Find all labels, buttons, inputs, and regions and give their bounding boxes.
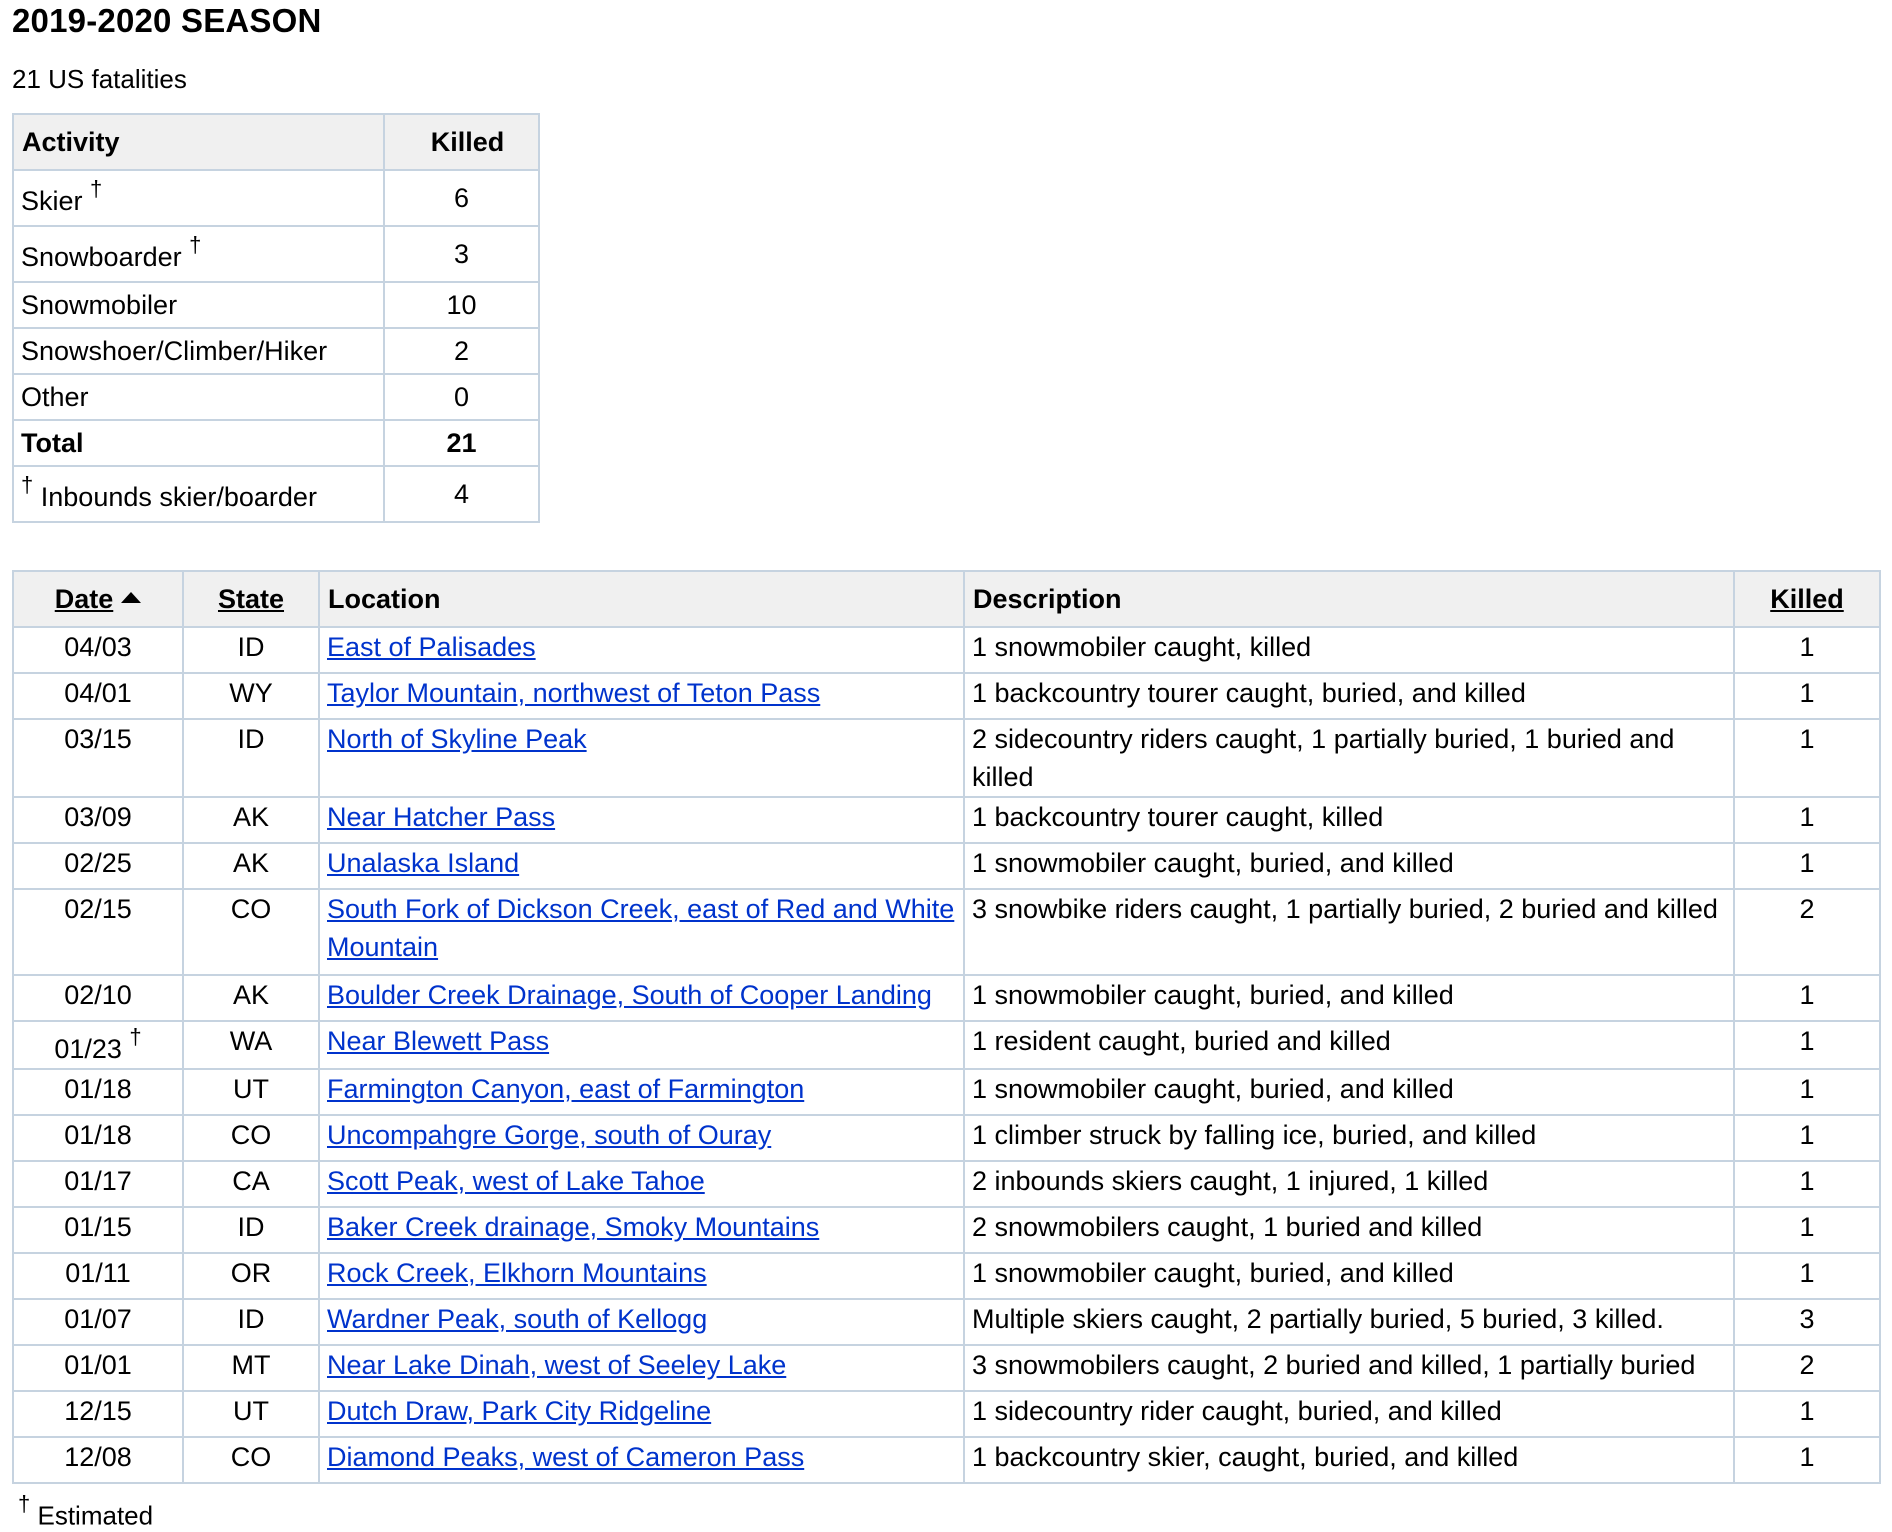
date-cell <box>13 1115 183 1161</box>
description-cell: 2 snowmobilers caught, 1 buried and killed <box>964 1207 1734 1253</box>
incident-row <box>13 975 1880 1021</box>
state-cell: WA <box>183 1021 319 1069</box>
location-link[interactable]: Baker Creek drainage, Smoky Mountains <box>327 1212 820 1242</box>
dagger-mark: † <box>129 1024 142 1049</box>
footnote-text: Estimated <box>37 1500 154 1531</box>
incident-row <box>13 627 1880 673</box>
summary-row <box>13 226 539 282</box>
description-cell: 3 snowbike riders caught, 1 partially buried, 2 buried and killed <box>964 889 1734 975</box>
killed-cell: 2 <box>384 328 539 374</box>
summary-header-row <box>13 114 539 170</box>
incident-row <box>13 1391 1880 1437</box>
date-header-label[interactable]: Date <box>54 583 114 614</box>
description-cell: 1 snowmobiler caught, buried, and killed <box>964 843 1734 889</box>
location-cell <box>319 1161 964 1207</box>
incident-row <box>13 1161 1880 1207</box>
date-value: 01/01 <box>64 1350 132 1380</box>
date-value: 12/08 <box>64 1442 132 1472</box>
date-column-header[interactable] <box>13 571 183 627</box>
date-value: 01/07 <box>64 1304 132 1334</box>
date-cell <box>13 1207 183 1253</box>
incident-row <box>13 1069 1880 1115</box>
killed-cell: 1 <box>1734 627 1880 673</box>
location-cell <box>319 1069 964 1115</box>
killed-cell: 1 <box>1734 1161 1880 1207</box>
location-link[interactable]: Boulder Creek Drainage, South of Cooper Landing <box>327 980 932 1010</box>
summary-total-row <box>13 420 539 466</box>
description-cell: 1 resident caught, buried and killed <box>964 1021 1734 1069</box>
date-value: 04/03 <box>64 632 132 662</box>
date-cell <box>13 797 183 843</box>
date-cell <box>13 1253 183 1299</box>
location-cell <box>319 673 964 719</box>
incident-row <box>13 1021 1880 1069</box>
activity-label: Snowboarder <box>21 241 182 272</box>
location-link[interactable]: Near Lake Dinah, west of Seeley Lake <box>327 1350 787 1380</box>
date-cell <box>13 1391 183 1437</box>
activity-label: Skier <box>21 185 83 216</box>
location-cell <box>319 1115 964 1161</box>
date-cell <box>13 627 183 673</box>
dagger-mark: † <box>21 471 34 497</box>
dagger-mark: † <box>90 175 103 201</box>
location-link[interactable]: Diamond Peaks, west of Cameron Pass <box>327 1442 805 1472</box>
description-cell: 1 backcountry tourer caught, killed <box>964 797 1734 843</box>
activity-summary-table <box>12 113 540 523</box>
dagger-mark: † <box>18 1491 31 1516</box>
page-title: 2019-2020 SEASON <box>12 2 322 39</box>
date-value: 02/15 <box>64 894 132 924</box>
killed-cell: 1 <box>1734 1069 1880 1115</box>
description-column-header: Description <box>964 571 1734 627</box>
state-cell: CA <box>183 1161 319 1207</box>
description-cell: 1 backcountry skier, caught, buried, and killed <box>964 1437 1734 1483</box>
killed-cell: 1 <box>1734 1115 1880 1161</box>
date-cell <box>13 843 183 889</box>
location-cell <box>319 1345 964 1391</box>
killed-cell: 1 <box>1734 1207 1880 1253</box>
activity-cell <box>13 226 384 282</box>
killed-cell: 1 <box>1734 1253 1880 1299</box>
state-cell: CO <box>183 889 319 975</box>
date-cell <box>13 1021 183 1069</box>
state-cell: ID <box>183 627 319 673</box>
location-link[interactable]: Dutch Draw, Park City Ridgeline <box>327 1396 712 1426</box>
activity-cell <box>13 170 384 226</box>
location-link[interactable]: Unalaska Island <box>327 848 520 878</box>
location-link[interactable]: Taylor Mountain, northwest of Teton Pass <box>327 678 821 708</box>
location-link[interactable]: Near Hatcher Pass <box>327 802 556 832</box>
state-cell: WY <box>183 673 319 719</box>
description-cell: 1 backcountry tourer caught, buried, and killed <box>964 673 1734 719</box>
description-cell: 1 sidecountry rider caught, buried, and killed <box>964 1391 1734 1437</box>
description-cell: 1 snowmobiler caught, killed <box>964 627 1734 673</box>
location-cell <box>319 797 964 843</box>
location-cell <box>319 843 964 889</box>
incident-row <box>13 889 1880 975</box>
location-cell <box>319 1299 964 1345</box>
location-link[interactable]: Near Blewett Pass <box>327 1026 550 1056</box>
killed-cell: 1 <box>1734 1437 1880 1483</box>
state-column-header[interactable] <box>183 571 319 627</box>
summary-body <box>13 170 539 522</box>
date-value: 01/11 <box>65 1258 131 1288</box>
incident-row <box>13 1299 1880 1345</box>
date-value: 03/09 <box>64 802 132 832</box>
killed-header: Killed <box>384 114 539 170</box>
summary-row <box>13 328 539 374</box>
sort-up-triangle-icon[interactable] <box>121 592 141 603</box>
summary-row <box>13 374 539 420</box>
date-cell <box>13 719 183 797</box>
state-cell: UT <box>183 1391 319 1437</box>
killed-cell: 1 <box>1734 797 1880 843</box>
total-killed: 21 <box>384 420 539 466</box>
description-cell: 1 snowmobiler caught, buried, and killed <box>964 1253 1734 1299</box>
state-cell: ID <box>183 719 319 797</box>
state-cell: AK <box>183 843 319 889</box>
state-cell: CO <box>183 1115 319 1161</box>
location-cell <box>319 1253 964 1299</box>
killed-cell: 1 <box>1734 843 1880 889</box>
date-cell <box>13 889 183 975</box>
description-cell: 3 snowmobilers caught, 2 buried and killed, 1 partially buried <box>964 1345 1734 1391</box>
activity-label: Snowmobiler <box>21 289 178 320</box>
location-cell <box>319 627 964 673</box>
location-link[interactable]: Farmington Canyon, east of Farmington <box>327 1074 805 1104</box>
activity-cell <box>13 328 384 374</box>
killed-cell: 1 <box>1734 1021 1880 1069</box>
total-label: Total <box>13 420 384 466</box>
location-column-header: Location <box>319 571 964 627</box>
description-cell: 1 snowmobiler caught, buried, and killed <box>964 975 1734 1021</box>
date-cell <box>13 1161 183 1207</box>
date-cell <box>13 1069 183 1115</box>
description-cell: 2 inbounds skiers caught, 1 injured, 1 killed <box>964 1161 1734 1207</box>
state-cell: ID <box>183 1207 319 1253</box>
incident-row <box>13 1437 1880 1483</box>
date-value: 01/17 <box>64 1166 132 1196</box>
incident-row <box>13 1345 1880 1391</box>
summary-inbounds-row <box>13 466 539 522</box>
killed-cell: 0 <box>384 374 539 420</box>
killed-cell: 10 <box>384 282 539 328</box>
estimated-footnote <box>18 1491 154 1532</box>
incident-row <box>13 1207 1880 1253</box>
date-cell <box>13 1345 183 1391</box>
killed-cell: 3 <box>384 226 539 282</box>
state-cell: OR <box>183 1253 319 1299</box>
inbounds-killed: 4 <box>384 466 539 522</box>
dagger-mark: † <box>189 231 202 257</box>
killed-cell: 2 <box>1734 889 1880 975</box>
location-cell <box>319 719 964 797</box>
date-value: 01/23 <box>54 1034 122 1064</box>
activity-cell <box>13 374 384 420</box>
incidents-header-row <box>13 571 1880 627</box>
date-value: 02/25 <box>64 848 132 878</box>
date-cell <box>13 1437 183 1483</box>
incident-row <box>13 1253 1880 1299</box>
killed-cell: 1 <box>1734 719 1880 797</box>
description-cell: 1 climber struck by falling ice, buried, and killed <box>964 1115 1734 1161</box>
location-cell <box>319 975 964 1021</box>
killed-cell: 1 <box>1734 1391 1880 1437</box>
date-value: 01/15 <box>64 1212 132 1242</box>
summary-row <box>13 282 539 328</box>
incident-row <box>13 1115 1880 1161</box>
location-cell <box>319 1437 964 1483</box>
location-cell <box>319 889 964 975</box>
state-cell: AK <box>183 975 319 1021</box>
incident-row <box>13 797 1880 843</box>
killed-cell: 1 <box>1734 975 1880 1021</box>
location-cell <box>319 1391 964 1437</box>
activity-label: Other <box>21 381 89 412</box>
killed-cell: 1 <box>1734 673 1880 719</box>
date-cell <box>13 673 183 719</box>
description-cell: Multiple skiers caught, 2 partially buried, 5 buried, 3 killed. <box>964 1299 1734 1345</box>
inbounds-label: Inbounds skier/boarder <box>40 481 317 512</box>
description-cell: 1 snowmobiler caught, buried, and killed <box>964 1069 1734 1115</box>
date-value: 12/15 <box>64 1396 132 1426</box>
killed-cell: 3 <box>1734 1299 1880 1345</box>
location-link[interactable]: East of Palisades <box>327 632 536 662</box>
date-cell <box>13 1299 183 1345</box>
activity-header: Activity <box>13 114 384 170</box>
location-link[interactable]: North of Skyline Peak <box>327 724 587 754</box>
summary-row <box>13 170 539 226</box>
incidents-body <box>13 627 1880 1483</box>
date-value: 01/18 <box>64 1074 132 1104</box>
location-link[interactable]: South Fork of Dickson Creek, east of Red and White Mountain <box>327 894 955 962</box>
date-value: 03/15 <box>64 724 132 754</box>
fatalities-subtitle: 21 US fatalities <box>12 64 187 94</box>
location-cell <box>319 1207 964 1253</box>
activity-label: Snowshoer/Climber/Hiker <box>21 335 328 366</box>
activity-cell <box>13 282 384 328</box>
state-header-label[interactable]: State <box>217 583 285 614</box>
location-link[interactable]: Scott Peak, west of Lake Tahoe <box>327 1166 705 1196</box>
state-cell: ID <box>183 1299 319 1345</box>
date-cell <box>13 975 183 1021</box>
inbounds-cell <box>13 466 384 522</box>
killed-cell: 6 <box>384 170 539 226</box>
date-value: 04/01 <box>64 678 132 708</box>
incident-row <box>13 673 1880 719</box>
state-cell: CO <box>183 1437 319 1483</box>
killed-cell: 2 <box>1734 1345 1880 1391</box>
state-cell: UT <box>183 1069 319 1115</box>
incident-row <box>13 843 1880 889</box>
state-cell: AK <box>183 797 319 843</box>
date-value: 01/18 <box>64 1120 132 1150</box>
state-cell: MT <box>183 1345 319 1391</box>
date-value: 02/10 <box>64 980 132 1010</box>
description-cell: 2 sidecountry riders caught, 1 partially buried, 1 buried and killed <box>964 719 1734 797</box>
killed-header-label[interactable]: Killed <box>1770 583 1844 614</box>
location-link[interactable]: Uncompahgre Gorge, south of Ouray <box>327 1120 772 1150</box>
killed-column-header[interactable] <box>1734 571 1880 627</box>
incidents-table <box>12 570 1881 1484</box>
location-link[interactable]: Wardner Peak, south of Kellogg <box>327 1304 708 1334</box>
location-cell <box>319 1021 964 1069</box>
incident-row <box>13 719 1880 797</box>
location-link[interactable]: Rock Creek, Elkhorn Mountains <box>327 1258 707 1288</box>
